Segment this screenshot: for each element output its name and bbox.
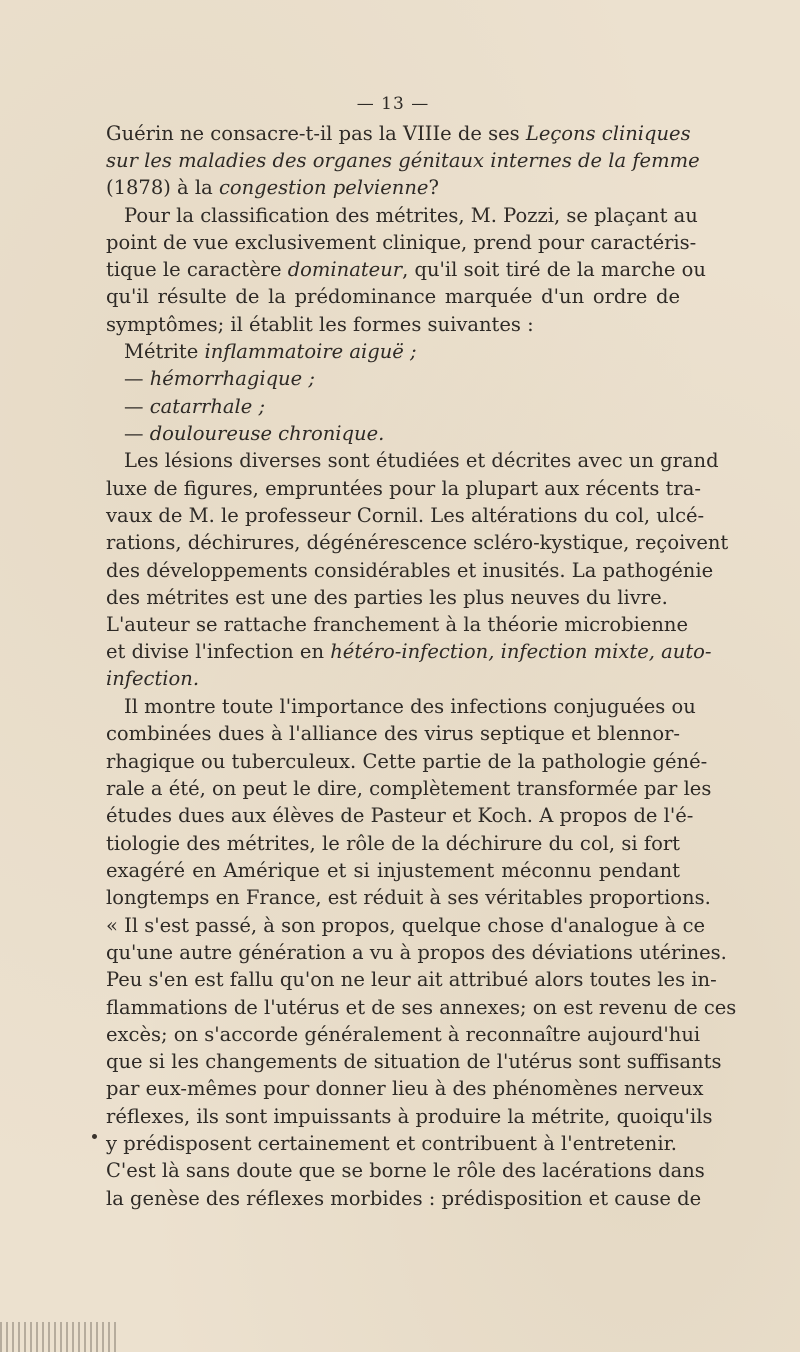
text-line xyxy=(106,1075,704,1103)
text-line xyxy=(106,775,712,803)
text-line xyxy=(106,475,701,503)
text-line xyxy=(106,393,680,421)
italic-phrase: hétéro-infection, infection mixte, auto- xyxy=(330,640,712,663)
text-line xyxy=(106,1048,722,1076)
text-line xyxy=(106,447,719,475)
text-line xyxy=(106,802,694,830)
text-run: par eux-mêmes pour donner lieu à des phénomènes nerveux xyxy=(106,1077,704,1100)
text-line xyxy=(106,1185,702,1213)
italic-phrase: sur les maladies des organes génitaux internes de la femme xyxy=(106,149,700,172)
text-run: point de vue exclusivement clinique, prend pour caractéris- xyxy=(106,231,697,254)
text-line xyxy=(106,720,680,748)
text-run: luxe de figures, empruntées pour la plupart aux récents tra- xyxy=(106,477,701,500)
text-run: réflexes, ils sont impuissants à produire la métrite, quoiqu'ils xyxy=(106,1105,713,1128)
text-run: qu'il résulte de la prédominance marquée d'un ordre de xyxy=(106,285,680,308)
text-run: qu'une autre génération a vu à propos des déviations utérines. xyxy=(106,941,727,964)
text-line xyxy=(106,884,711,912)
text-line xyxy=(106,311,680,339)
text-line xyxy=(106,1157,705,1185)
italic-phrase: catarrhale ; xyxy=(149,395,266,418)
italic-phrase: congestion pelvienne xyxy=(218,176,429,199)
text-line xyxy=(106,502,705,530)
text-line xyxy=(106,584,680,612)
text-line xyxy=(106,912,706,940)
text-run: — xyxy=(124,422,150,445)
page-number: — 13 — xyxy=(356,94,430,114)
text-run: Pour la classification des métrites, M. Pozzi, se plaçant au xyxy=(124,204,698,227)
text-run: , qu'il soit tiré de la marche ou xyxy=(402,258,706,281)
text-run: rations, déchirures, dégénérescence scléro-kystique, reçoivent xyxy=(106,531,729,554)
text-run: flammations de l'utérus et de ses annexes; on est revenu de ces xyxy=(106,996,737,1019)
text-line xyxy=(106,365,680,393)
text-run: Les lésions diverses sont étudiées et décrites avec un grand xyxy=(124,449,719,472)
text-run: excès; on s'accorde généralement à reconnaître aujourd'hui xyxy=(106,1023,701,1046)
ink-dot xyxy=(92,1134,97,1139)
text-run: Peu s'en est fallu qu'on ne leur ait attribué alors toutes les in- xyxy=(106,968,717,991)
text-run: (1878) à la xyxy=(106,176,219,199)
text-line xyxy=(106,693,696,721)
text-run: combinées dues à l'alliance des virus septique et blennor- xyxy=(106,722,680,745)
text-line xyxy=(106,665,680,693)
text-run: études dues aux élèves de Pasteur et Koch. A propos de l'é- xyxy=(106,804,694,827)
text-run: la genèse des réflexes morbides : prédisposition et cause de xyxy=(106,1187,702,1210)
text-line xyxy=(106,638,712,666)
text-run: symptômes; il établit les formes suivantes : xyxy=(106,313,534,336)
text-run: « Il s'est passé, à son propos, quelque chose d'analogue à ce xyxy=(106,914,706,937)
text-run: — xyxy=(124,395,150,418)
text-line xyxy=(106,202,698,230)
text-run: des métrites est une des parties les plus neuves du livre. xyxy=(106,586,668,609)
text-run: vaux de M. le professeur Cornil. Les altérations du col, ulcé- xyxy=(106,504,705,527)
italic-phrase: dominateur xyxy=(287,258,403,281)
text-line xyxy=(106,256,706,284)
text-run: tiologie des métrites, le rôle de la déchirure du col, si fort xyxy=(106,832,680,855)
italic-phrase: douloureuse chronique. xyxy=(149,422,385,445)
text-line xyxy=(106,830,680,858)
text-run: L'auteur se rattache franchement à la théorie microbienne xyxy=(106,613,689,636)
text-run: C'est là sans doute que se borne le rôle des lacérations dans xyxy=(106,1159,705,1182)
text-line xyxy=(106,420,680,448)
text-run: longtemps en France, est réduit à ses véritables proportions. xyxy=(106,886,711,909)
text-line xyxy=(106,966,717,994)
text-line xyxy=(106,857,680,885)
italic-phrase: hémorrhagique ; xyxy=(149,367,315,390)
text-line xyxy=(106,1021,701,1049)
text-run: des développements considérables et inusités. La pathogénie xyxy=(106,559,714,582)
text-line xyxy=(106,748,708,776)
text-line xyxy=(106,147,700,175)
text-line xyxy=(106,994,737,1022)
text-run: tique le caractère xyxy=(106,258,288,281)
text-line xyxy=(106,1103,713,1131)
text-run: et divise l'infection en xyxy=(106,640,331,663)
text-run: Il montre toute l'importance des infections conjuguées ou xyxy=(124,695,696,718)
text-line xyxy=(106,338,680,366)
text-line xyxy=(106,120,691,148)
text-run: y prédisposent certainement et contribuent à l'entretenir. xyxy=(106,1132,677,1155)
text-run: que si les changements de situation de l'utérus sont suffisants xyxy=(106,1050,722,1073)
italic-phrase: infection. xyxy=(106,667,200,690)
scan-edge-marks xyxy=(0,1322,120,1352)
text-line xyxy=(106,529,729,557)
text-line xyxy=(106,283,680,311)
text-line xyxy=(106,174,680,202)
text-line xyxy=(106,1130,680,1158)
text-run: — xyxy=(124,367,150,390)
italic-phrase: Leçons cliniques xyxy=(525,122,691,145)
text-run: exagéré en Amérique et si injustement méconnu pendant xyxy=(106,859,680,882)
text-run: ? xyxy=(428,176,439,199)
text-run: Guérin ne consacre-t-il pas la VIIIe de ses xyxy=(106,122,526,145)
text-line xyxy=(106,611,689,639)
text-run: rhagique ou tuberculeux. Cette partie de la pathologie géné- xyxy=(106,750,708,773)
italic-phrase: inflammatoire aiguë ; xyxy=(204,340,417,363)
text-line xyxy=(106,229,697,257)
text-line xyxy=(106,939,727,967)
text-run: Métrite xyxy=(124,340,205,363)
text-run: rale a été, on peut le dire, complètement transformée par les xyxy=(106,777,712,800)
text-line xyxy=(106,557,714,585)
